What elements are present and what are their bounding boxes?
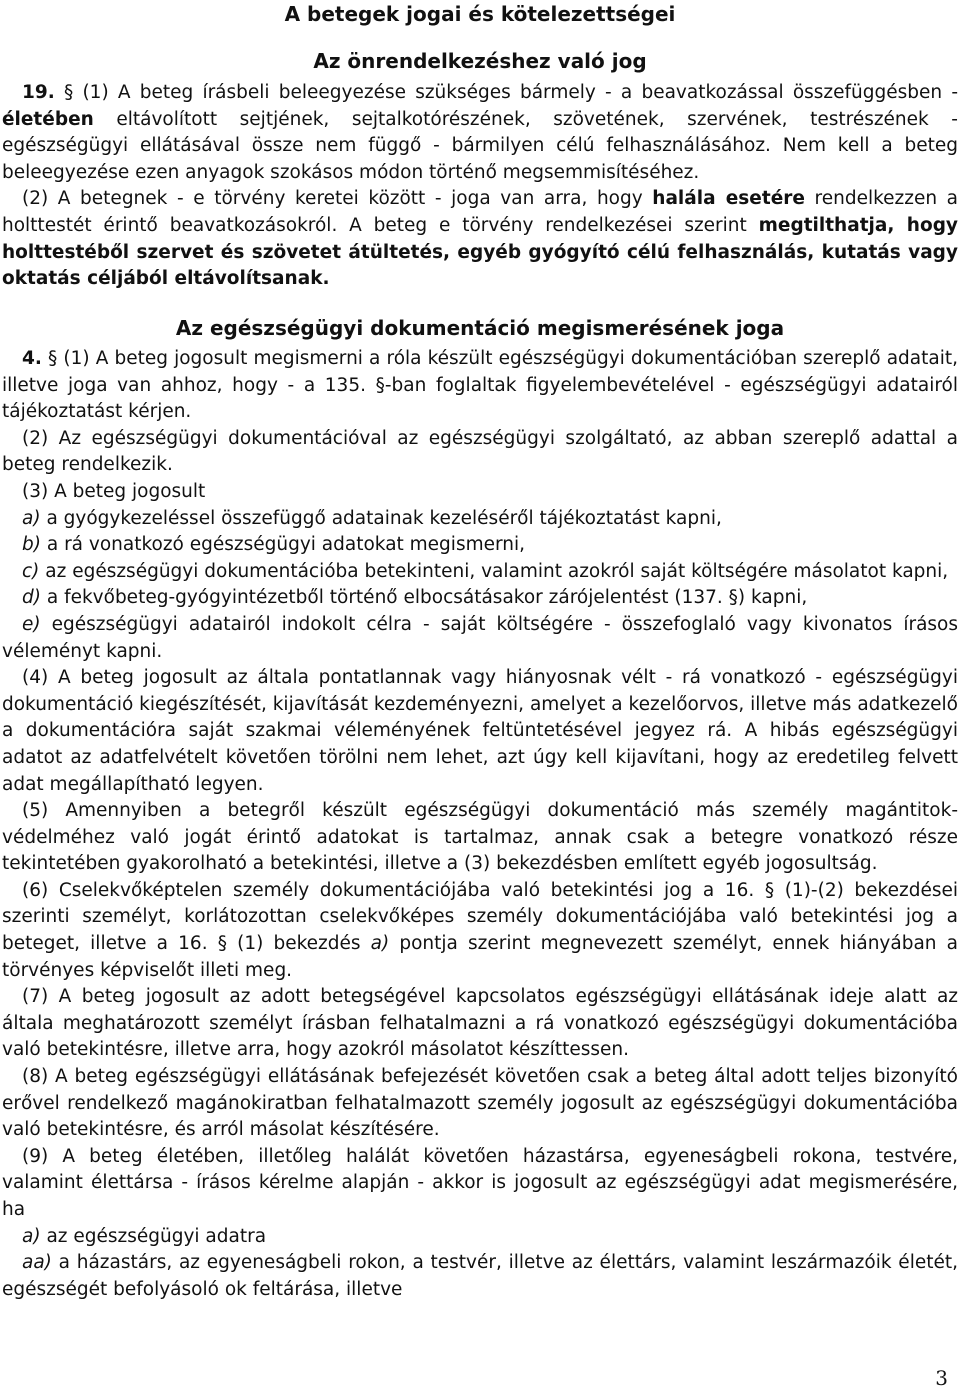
page-number: 3 <box>935 1366 948 1390</box>
paragraph-4-2: (2) Az egészségügyi dokumentációval az egészségügyi szolgáltató, az abban szereplő adattal a beteg rendelkezik. <box>2 427 958 476</box>
list-item-c <box>2 559 958 586</box>
list-label: b) <box>22 534 41 556</box>
list-item-a <box>2 506 958 533</box>
list-text: az egészségügyi adatra <box>40 1225 267 1247</box>
list-item-b <box>2 532 958 559</box>
paragraph-text: rendelkezzen a holttestét érintő beavatkozásokról. A beteg e törvény rendelkezései szerint <box>2 188 958 236</box>
paragraph-4-1 <box>2 346 958 426</box>
list-label: c) <box>22 560 40 582</box>
paragraph-4-5: (5) Amennyiben a betegről készült egészségügyi dokumentáció más személy magántitok-védelméhez való jogát érintő adatokat is tartalmaz, annak csak a betegre vonatkozó része tekintetében gyakorolható a betekintési, illetve a (3) bekezdésben említett egyéb jogosultság. <box>2 800 958 875</box>
list-item-9a <box>2 1224 958 1251</box>
paragraph-4-4: (4) A beteg jogosult az általa pontatlannak vagy hiányosnak vélt - rá vonatkozó - egészségügyi dokumentáció kiegészítését, kijavítását kezdeményezni, amelyet a kezelőorvos, illetve más adatkezelő a dokumentációra saját szakmai véleményének feltüntetésével jegyez rá. A hibás egészségügyi adatot az adatfelvételt követően törölni nem lehet, azt úgy kell kijavítani, hogy az eredetileg felvett adat megállapítható legyen. <box>2 667 958 795</box>
section-title-documentation: Az egészségügyi dokumentáció megismerésének joga <box>175 316 785 340</box>
list-label: d) <box>22 587 41 609</box>
paragraph-4-7: (7) A beteg jogosult az adott betegségével kapcsolatos egészségügyi ellátásának ideje alatt az általa meghatározott személyt írásban felhatalmazni a rá vonatkozó egészségügyi dokumentációba való betekintésre, illetve arra, hogy azokról másolatot készíttessen. <box>2 986 958 1061</box>
list-item-d <box>2 585 958 612</box>
list-item-e <box>2 612 958 665</box>
list-text: egészségügyi adatairól indokolt célra - saját költségére - összefoglaló vagy kivonatos írásos véleményt kapni. <box>2 613 958 662</box>
paragraph-text: (6) Cselekvőképtelen személy dokumentációjába való betekintési jog a 16. § (1)-(2) bekezdései szerinti személyt, korlátozottan cselekvőképes személy dokumentációjába való betekintési jog a beteget, illetve a 16. § (1) bekezdés <box>2 879 958 955</box>
paragraph-text: § (1) A beteg jogosult megismerni a róla készült egészségügyi dokumentációban szereplő adatait, illetve joga van ahhoz, hogy - a 135. §-ban foglaltak figyelembevételével - egészségügyi adatairól tájékoztatást kérjen. <box>2 348 958 423</box>
section-documentation-body <box>2 346 958 1303</box>
paragraph-4-9: (9) A beteg életében, illetőleg halálát követően házastársa, egyeneságbeli rokona, testvére, valamint élettársa - írásos kérelme alapján - akkor is jogosult az egészségügyi adat megismerésére, ha <box>2 1145 958 1220</box>
list-label: aa) <box>22 1252 52 1274</box>
list-text: a házastárs, az egyeneságbeli rokon, a testvér, illetve az élettárs, valamint leszármazóik életét, egészségét befolyásoló ok feltárása, illetve <box>2 1252 958 1300</box>
section-number: 19. <box>22 82 55 103</box>
paragraph-4-8: (8) A beteg egészségügyi ellátásának befejezését követően csak a beteg által adott teljes bizonyító erővel rendelkező magánokiratban felhatalmazott személy jogosult az egészségügyi dokumentációba való betekintésre, és arról másolat készítésére. <box>2 1066 958 1141</box>
list-label: a) <box>22 1225 41 1247</box>
paragraph-4-3: (3) A beteg jogosult <box>22 480 206 502</box>
list-text: az egészségügyi dokumentációba betekinteni, valamint azokról saját költségére másolatot kapni, <box>39 560 949 582</box>
list-label: e) <box>22 613 41 635</box>
bold-emphasis: megtilthatja, hogy holttestéből szervet és szövetet átültetés, egyéb gyógyító célú felhasználás, kutatás vagy oktatás céljából eltávolítsanak. <box>2 214 958 290</box>
list-text: a gyógykezeléssel összefüggő adatainak kezeléséről tájékoztatást kapni, <box>40 507 722 529</box>
paragraph-text: eltávolított sejtjének, sejtalkotórészének, szövetének, szervének, testrészének - egészségügyi ellátásával össze nem függő - bármilyen célú felhasználásához. Nem kell a beteg beleegyezése ezen anyagok szokásos módon történő megsemmisítéséhez. <box>2 108 958 183</box>
document-heading: A betegek jogai és kötelezettségei <box>284 2 676 26</box>
list-item-9aa <box>2 1250 958 1303</box>
paragraph-4-6 <box>2 878 958 984</box>
italic-reference: a) <box>370 933 390 955</box>
paragraph-text: pontja szerint megnevezett személyt, ennek hiányában a törvényes képviselőt illeti meg. <box>2 933 958 981</box>
section-self-determination-body <box>2 80 958 293</box>
paragraph-text: (1) A beteg írásbeli beleegyezése szükséges bármely - a beavatkozással összefüggésben - <box>73 82 958 103</box>
list-text: a rá vonatkozó egészségügyi adatokat megismerni, <box>40 534 526 556</box>
bold-emphasis: halála esetére <box>652 188 805 210</box>
paragraph-19-2 <box>2 186 958 292</box>
paragraph-text: (2) A betegnek - e törvény keretei között - joga van arra, hogy <box>22 188 653 210</box>
bold-emphasis: életében <box>2 108 94 130</box>
section-title-self-determination: Az önrendelkezéshez való jog <box>313 49 647 73</box>
list-label: a) <box>22 507 41 529</box>
section-number: 4. <box>22 348 42 369</box>
section-sign: § <box>54 82 74 103</box>
paragraph-19-1 <box>2 80 958 186</box>
list-text: a fekvőbeteg-gyógyintézetből történő elbocsátásakor zárójelentést (137. §) kapni, <box>40 587 808 609</box>
